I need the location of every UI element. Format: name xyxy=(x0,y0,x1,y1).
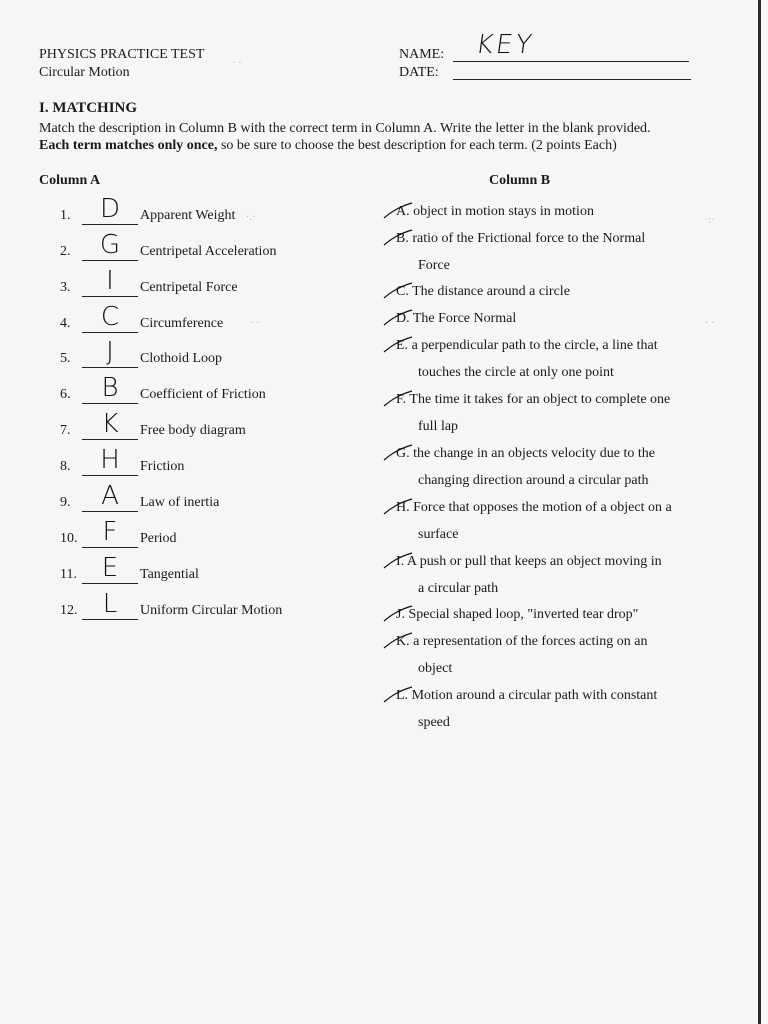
handwritten-answer: G xyxy=(99,230,121,260)
term-text: Friction xyxy=(140,459,185,474)
option-description-continued: changing direction around a circular path xyxy=(418,473,649,488)
answer-blank xyxy=(82,332,138,333)
option-letter-text: A. xyxy=(396,204,410,219)
item-number: 11. xyxy=(60,567,77,582)
option-letter xyxy=(396,278,409,305)
checkmark-strike xyxy=(384,390,414,406)
scan-speck: · · xyxy=(232,58,242,69)
item-number: 6. xyxy=(60,387,71,402)
option-letter-text: B. xyxy=(396,231,409,246)
scan-speck: ·.· xyxy=(246,212,256,223)
handwritten-answer: A xyxy=(101,481,119,511)
column-b-item xyxy=(396,332,706,386)
date-blank xyxy=(453,79,691,80)
option-letter xyxy=(396,332,408,359)
checkmark-strike xyxy=(384,552,414,568)
item-number: 7. xyxy=(60,423,71,438)
option-description: Special shaped loop, "inverted tear drop" xyxy=(408,607,639,622)
option-letter-text: E. xyxy=(396,338,409,353)
checkmark-strike xyxy=(384,444,414,460)
answer-blank xyxy=(82,224,138,225)
column-b-heading: Column B xyxy=(489,173,551,188)
answer-blank xyxy=(82,619,138,620)
answer-blank xyxy=(82,439,138,440)
handwritten-answer: B xyxy=(101,373,119,403)
option-letter xyxy=(396,548,404,575)
student-info xyxy=(399,46,444,82)
option-description: The distance around a circle xyxy=(412,284,570,299)
column-b-item xyxy=(396,628,706,682)
term-text: Centripetal Acceleration xyxy=(140,244,277,259)
item-number: 9. xyxy=(60,495,71,510)
option-letter xyxy=(396,198,410,225)
name-handwritten-value: KEY xyxy=(473,30,537,60)
option-letter xyxy=(396,440,410,467)
handwritten-answer: J xyxy=(106,337,114,367)
section-title: I. MATCHING xyxy=(39,100,138,116)
item-number: 8. xyxy=(60,459,71,474)
handwritten-answer: E xyxy=(101,553,119,583)
term-text: Apparent Weight xyxy=(140,208,236,223)
checkmark-strike xyxy=(384,202,414,218)
option-letter-text: D. xyxy=(396,311,410,326)
option-letter-text: F. xyxy=(396,392,407,407)
item-number: 3. xyxy=(60,280,71,295)
term-text: Period xyxy=(140,531,177,546)
instructions-line1: Match the description in Column B with the correct term in Column A. Write the letter in the blank provided. xyxy=(39,121,651,136)
term-text: Uniform Circular Motion xyxy=(140,603,283,618)
option-description: ratio of the Frictional force to the Normal xyxy=(412,231,646,246)
option-letter-text: H. xyxy=(396,500,410,515)
option-description: object in motion stays in motion xyxy=(413,204,594,219)
option-letter xyxy=(396,628,410,655)
option-description-continued: full lap xyxy=(418,419,459,434)
option-description: The Force Normal xyxy=(412,311,517,326)
option-letter-text: K. xyxy=(396,634,410,649)
scan-speck: ·:· xyxy=(705,215,715,226)
column-b-item xyxy=(396,198,706,225)
test-subtitle: Circular Motion xyxy=(39,65,130,80)
checkmark-strike xyxy=(384,229,414,245)
column-a-heading: Column A xyxy=(39,173,101,188)
option-description: The time it takes for an object to complete one xyxy=(409,392,671,407)
checkmark-strike xyxy=(384,605,414,621)
term-text: Centripetal Force xyxy=(140,280,238,295)
answer-blank xyxy=(82,583,138,584)
option-description: a representation of the forces acting on an xyxy=(413,634,648,649)
option-description: Motion around a circular path with constant xyxy=(411,688,658,703)
column-b-item xyxy=(396,548,706,602)
term-text: Clothoid Loop xyxy=(140,351,223,366)
column-b-item xyxy=(396,225,706,279)
option-letter-text: J. xyxy=(396,607,405,622)
term-text: Tangential xyxy=(140,567,199,582)
answer-blank xyxy=(82,475,138,476)
handwritten-answer: C xyxy=(100,302,120,332)
page-edge-line xyxy=(758,0,761,1024)
checkmark-strike xyxy=(384,336,414,352)
column-b-item xyxy=(396,305,706,332)
handwritten-answer: I xyxy=(106,266,114,296)
checkmark-strike xyxy=(384,309,414,325)
answer-blank xyxy=(82,260,138,261)
option-letter-text: I. xyxy=(396,554,405,569)
answer-blank xyxy=(82,547,138,548)
option-description-continued: speed xyxy=(418,715,450,730)
instructions-bold: Each term matches only once, xyxy=(39,138,218,153)
column-b-item xyxy=(396,440,706,494)
item-number: 5. xyxy=(60,351,71,366)
option-letter-text: G. xyxy=(396,446,410,461)
column-b-item xyxy=(396,494,706,548)
option-letter xyxy=(396,682,408,709)
instructions xyxy=(39,120,729,154)
option-letter xyxy=(396,386,406,413)
handwritten-answer: F xyxy=(102,517,118,547)
option-description: A push or pull that keeps an object moving in xyxy=(406,554,662,569)
option-letter xyxy=(396,225,409,252)
test-title: PHYSICS PRACTICE TEST xyxy=(39,47,205,62)
item-number: 12. xyxy=(60,603,78,618)
option-description: Force that opposes the motion of a object on a xyxy=(413,500,672,515)
option-description-continued: object xyxy=(418,661,453,676)
option-description-continued: a circular path xyxy=(418,581,499,596)
item-number: 1. xyxy=(60,208,71,223)
option-description-continued: touches the circle at only one point xyxy=(418,365,614,380)
option-description: the change in an objects velocity due to the xyxy=(413,446,655,461)
term-text: Free body diagram xyxy=(140,423,246,438)
term-text: Circumference xyxy=(140,316,224,331)
option-description-continued: Force xyxy=(418,258,450,273)
answer-blank xyxy=(82,367,138,368)
checkmark-strike xyxy=(384,686,414,702)
option-letter-text: C. xyxy=(396,284,409,299)
option-letter xyxy=(396,305,410,332)
item-number: 10. xyxy=(60,531,78,546)
option-letter-text: L. xyxy=(396,688,409,703)
handwritten-answer: L xyxy=(102,589,118,619)
column-b-item xyxy=(396,278,706,305)
test-header xyxy=(39,46,204,82)
scan-speck: · · xyxy=(250,318,260,329)
option-letter xyxy=(396,494,410,521)
handwritten-answer: K xyxy=(101,409,119,439)
option-description-continued: surface xyxy=(418,527,459,542)
term-text: Coefficient of Friction xyxy=(140,387,266,402)
checkmark-strike xyxy=(384,632,414,648)
answer-blank xyxy=(82,403,138,404)
name-blank xyxy=(453,61,689,62)
scan-speck: · · xyxy=(705,318,715,329)
handwritten-answer: H xyxy=(100,445,120,475)
column-b-item xyxy=(396,682,706,736)
option-description: a perpendicular path to the circle, a line that xyxy=(411,338,658,353)
checkmark-strike xyxy=(384,282,414,298)
answer-blank xyxy=(82,296,138,297)
column-b-item xyxy=(396,386,706,440)
handwritten-answer: D xyxy=(99,194,121,224)
instructions-rest: so be sure to choose the best description for each term. (2 points Each) xyxy=(217,138,617,153)
option-letter xyxy=(396,601,405,628)
date-label: DATE: xyxy=(399,65,439,80)
item-number: 4. xyxy=(60,316,71,331)
item-number: 2. xyxy=(60,244,71,259)
name-label: NAME: xyxy=(399,47,445,62)
column-b-item xyxy=(396,601,706,628)
answer-blank xyxy=(82,511,138,512)
term-text: Law of inertia xyxy=(140,495,220,510)
checkmark-strike xyxy=(384,498,414,514)
